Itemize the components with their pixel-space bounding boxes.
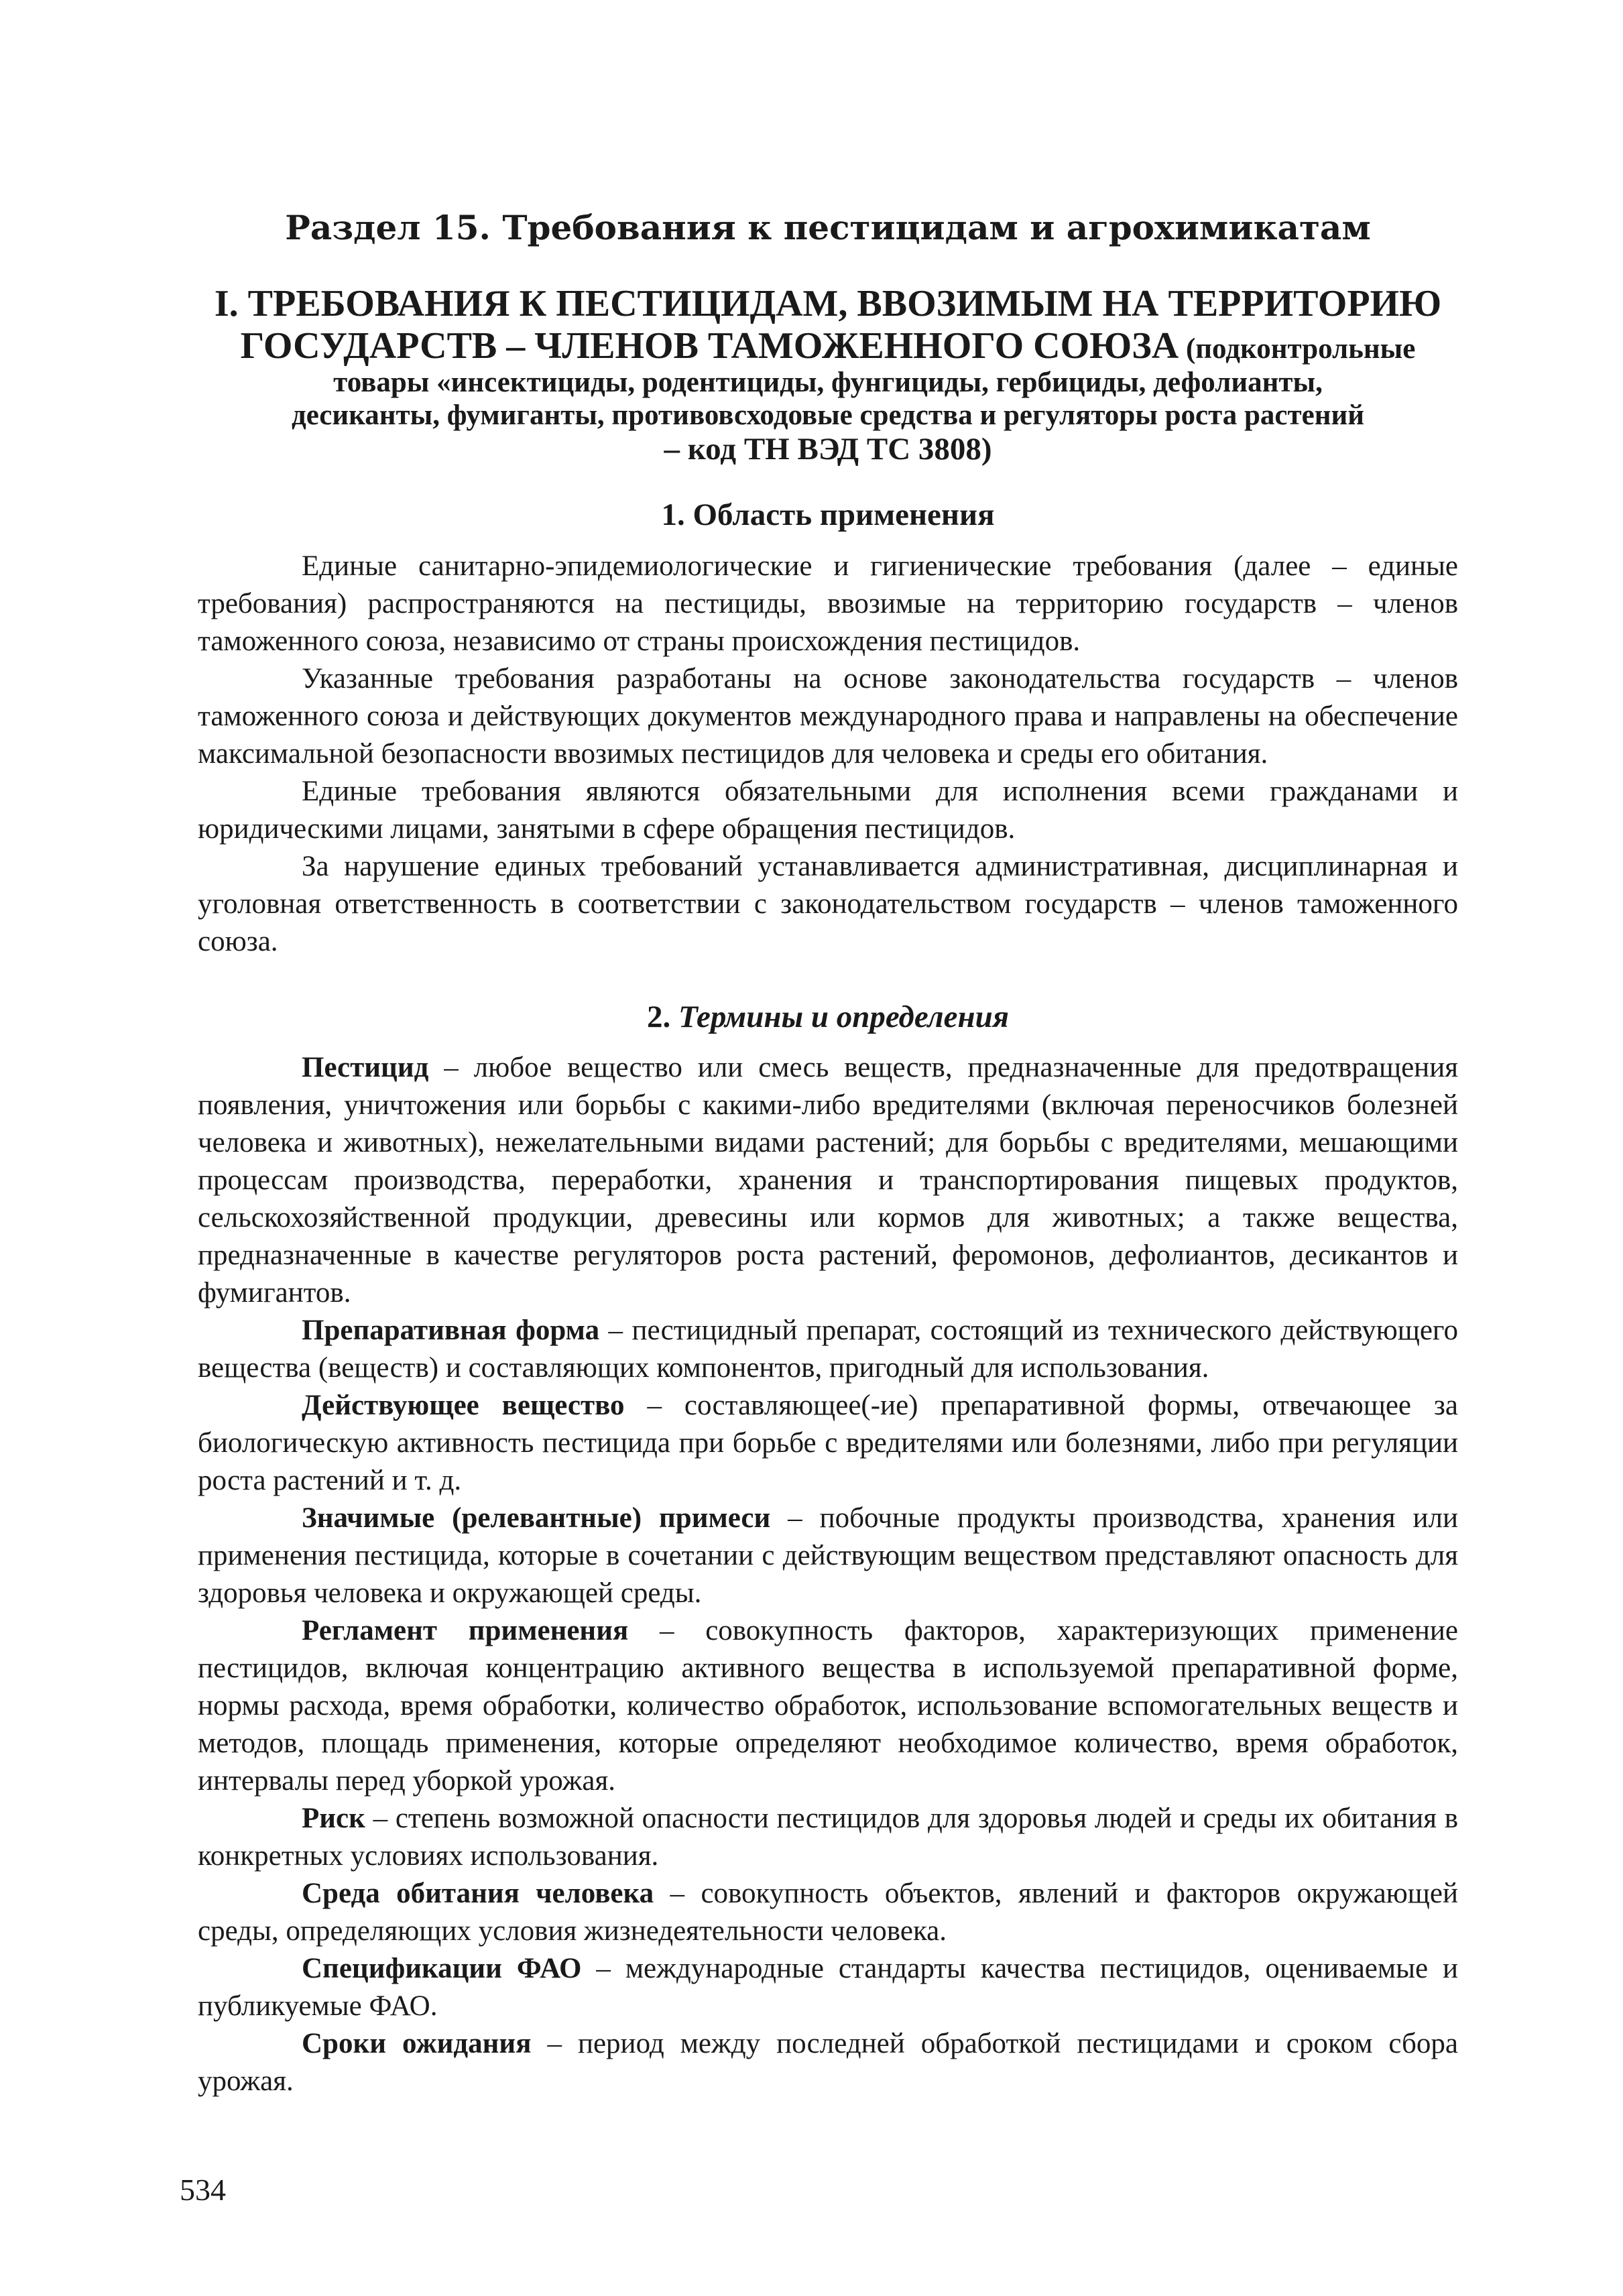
term-definition — [198, 1950, 1458, 2025]
term-text: – международные стандарты качества пестицидов, оцениваемые и публикуемые ФАО. — [198, 1953, 1458, 2022]
part-title — [198, 283, 1458, 467]
term-definition — [198, 1049, 1458, 1312]
term-text: – совокупность объектов, явлений и факторов окружающей среды, определяющих условия жизнедеятельности человека. — [198, 1878, 1458, 1947]
scope-paragraph: Единые требования являются обязательными для исполнения всеми гражданами и юридическими лицами, занятыми в сфере обращения пестицидов. — [198, 775, 1458, 845]
section-title: Раздел 15. Требования к пестицидам и агрохимикатам — [285, 208, 1371, 247]
page-number: 534 — [180, 2173, 226, 2207]
term-name: Регламент применения — [302, 1615, 629, 1647]
terms-heading-title: Термины и определения — [678, 999, 1009, 1034]
part-title-line-1: I. ТРЕБОВАНИЯ К ПЕСТИЦИДАМ, ВВОЗИМЫМ НА ТЕРРИТОРИЮ — [214, 283, 1442, 324]
part-title-line-2-main: ГОСУДАРСТВ – ЧЛЕНОВ ТАМОЖЕННОГО СОЮЗА — [240, 324, 1179, 367]
term-definition — [198, 1800, 1458, 1875]
part-title-line-2 — [198, 325, 1458, 367]
term-name: Действующее вещество — [302, 1390, 625, 1422]
term-text: – совокупность факторов, характеризующих применение пестицидов, включая концентрацию активного вещества в используемой препаративной форме, нормы расхода, время обработки, количество обработок, использование вспомогательных веществ и методов, площадь применения, которые определяют необходимое количество, время обработок, интервалы перед уборкой урожая. — [198, 1615, 1459, 1797]
term-name: Значимые (релевантные) примеси — [302, 1502, 771, 1534]
term-name: Пестицид — [302, 1052, 429, 1084]
terms-heading-number: 2. — [647, 999, 671, 1034]
part-title-line-3: товары «инсектициды, родентициды, фунгициды, гербициды, дефолианты, — [333, 367, 1323, 399]
term-definition — [198, 1387, 1458, 1500]
term-text: – составляющее(-ие) препаративной формы, отвечающее за биологическую активность пестицида при борьбе с вредителями или болезнями, либо при регуляции роста растений и т. д. — [198, 1390, 1458, 1497]
term-name: Спецификации ФАО — [302, 1953, 582, 1985]
scope-heading — [198, 496, 1458, 534]
term-definition — [198, 1312, 1458, 1387]
term-text: – любое вещество или смесь веществ, предназначенные для предотвращения появления, уничтожения или борьбы с какими-либо вредителями (включая переносчиков болезней человека и животных), нежелательными видами растений; для борьбы с вредителями, мешающими процессам производства, переработки, хранения и транспортирования пищевых продуктов, сельскохозяйственной продукции, древесины или кормов для животных; а также вещества, предназначенные в качестве регуляторов роста растений, феромонов, дефолиантов, десикантов и фумигантов. — [198, 1052, 1458, 1309]
scope-paragraph: За нарушение единых требований устанавливается административная, дисциплинарная и уголовная ответственность в соответствии с законодательством государств – членов таможенного союза. — [198, 850, 1458, 957]
term-name: Сроки ожидания — [302, 2028, 532, 2060]
scope-heading-title: Область применения — [693, 497, 995, 533]
part-title-line-2-note: (подконтрольные — [1179, 333, 1416, 365]
term-name: Препаративная форма — [302, 1315, 600, 1347]
term-definition — [198, 1612, 1458, 1800]
scope-heading-number: 1. — [661, 497, 685, 533]
term-text: – побочные продукты производства, хранения или применения пестицида, которые в сочетании с действующим веществом представляют опасность для здоровья человека и окружающей среды. — [198, 1502, 1458, 1610]
part-title-line-5: – код ТН ВЭД ТС 3808) — [664, 431, 992, 467]
term-definition — [198, 2025, 1458, 2100]
term-name: Риск — [302, 1803, 365, 1835]
scope-paragraph: Указанные требования разработаны на основе законодательства государств – членов таможенного союза и действующих документов международного права и направлены на обеспечение максимальной безопасности ввозимых пестицидов для человека и среды его обитания. — [198, 662, 1458, 770]
term-text: – период между последней обработкой пестицидами и сроком сбора урожая. — [198, 2028, 1458, 2098]
terms-heading — [198, 998, 1458, 1036]
term-name: Среда обитания человека — [302, 1878, 654, 1910]
page-content — [198, 208, 1458, 2100]
term-definition — [198, 1875, 1458, 1950]
part-title-line-4: десиканты, фумиганты, противовсходовые средства и регуляторы роста растений — [291, 399, 1365, 431]
term-text: – пестицидный препарат, состоящий из технического действующего вещества (веществ) и составляющих компонентов, пригодный для использования. — [198, 1315, 1459, 1384]
term-definition — [198, 1500, 1458, 1612]
scope-paragraph: Единые санитарно-эпидемиологические и гигиенические требования (далее – единые требования) распространяются на пестициды, ввозимые на территорию государств – членов таможенного союза, независимо от страны происхождения пестицидов. — [198, 550, 1458, 657]
term-text: – степень возможной опасности пестицидов для здоровья людей и среды их обитания в конкретных условиях использования. — [198, 1803, 1458, 1872]
